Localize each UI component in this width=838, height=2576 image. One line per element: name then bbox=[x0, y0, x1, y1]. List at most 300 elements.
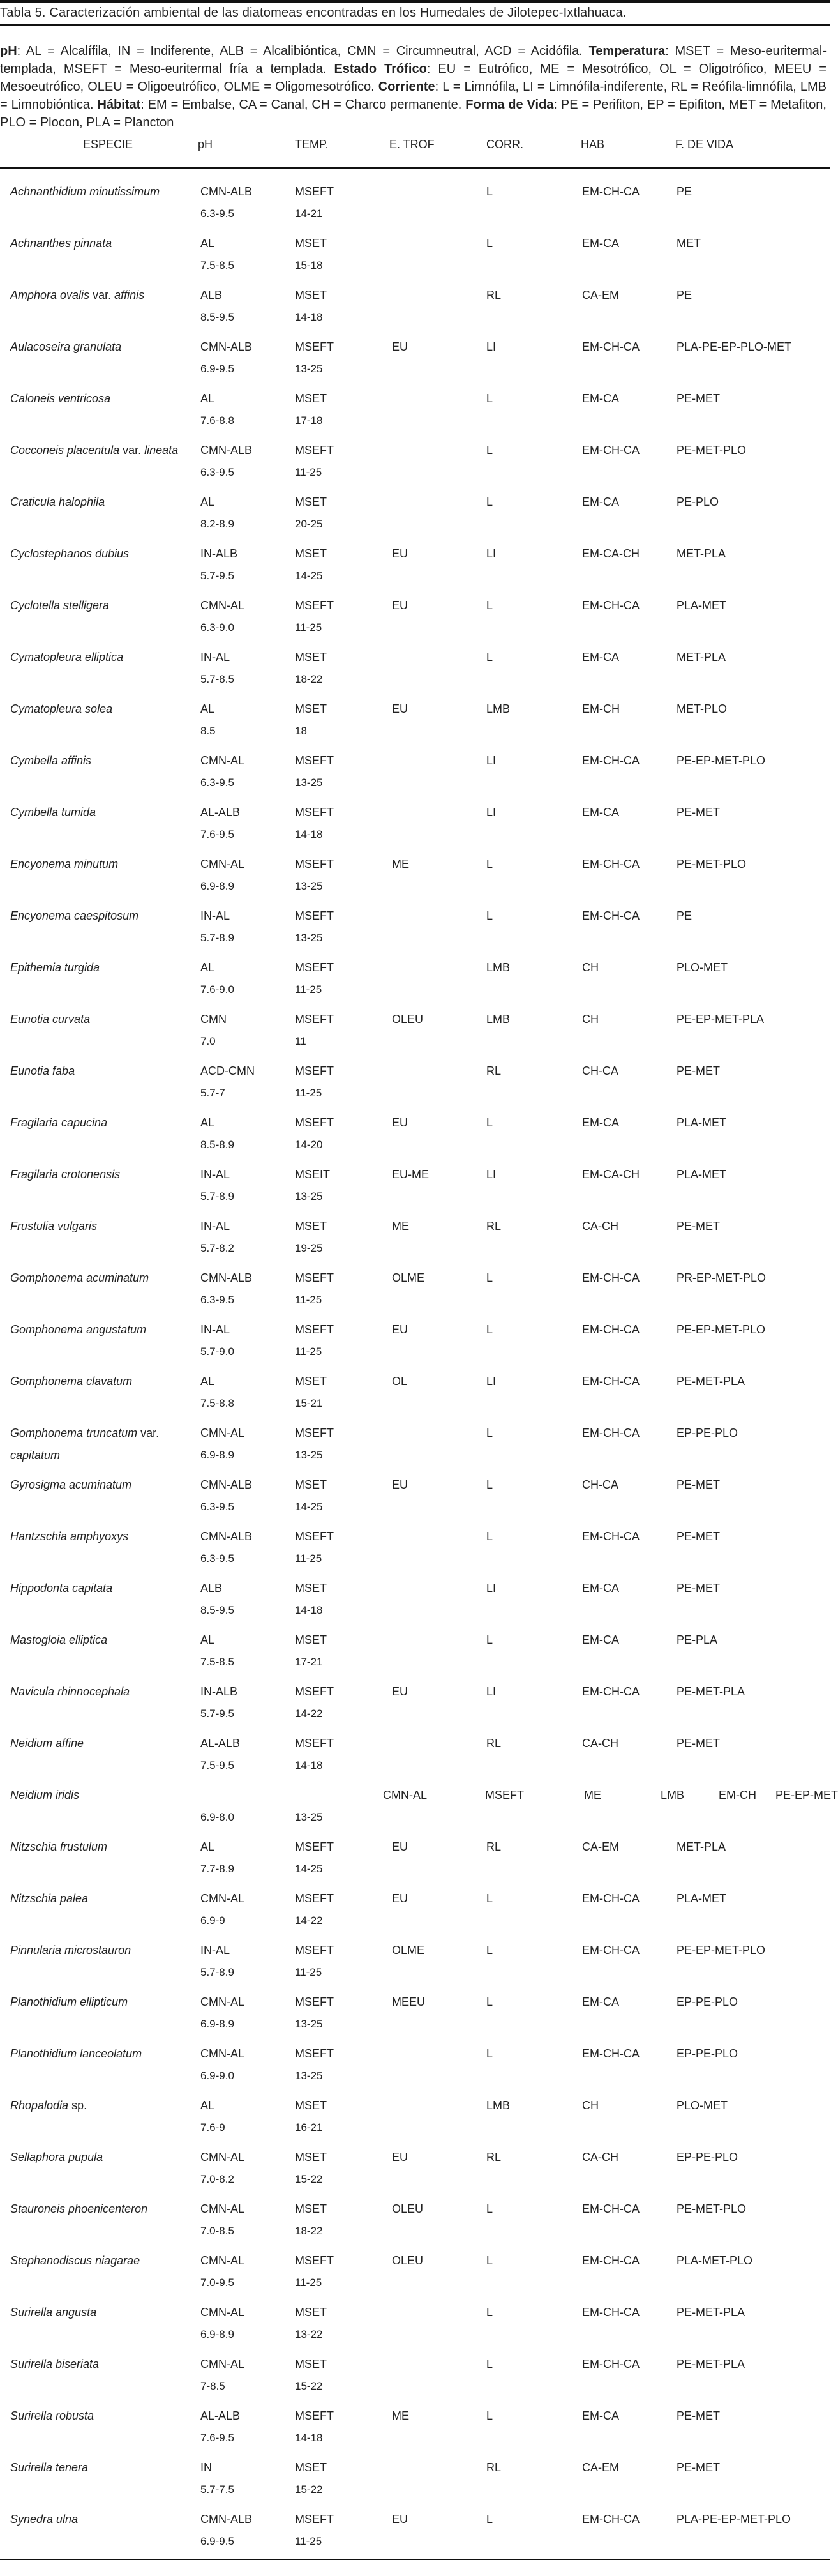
lifeform-value: PE-EP-MET-PLO bbox=[677, 1944, 766, 1957]
lifeform-value: PLA-MET bbox=[677, 1168, 727, 1181]
lifeform-value: PE-PLA bbox=[677, 1633, 718, 1646]
temp-range: 13-25 bbox=[295, 880, 323, 892]
ph-range: 6.3-9.5 bbox=[200, 208, 234, 220]
species-binomial: Achnanthidium minutissimum bbox=[10, 185, 160, 198]
lifeform-value: MET-PLA bbox=[677, 547, 726, 560]
current-value: L bbox=[486, 392, 493, 405]
temp-range: 14-22 bbox=[295, 1914, 323, 1927]
temp-value: MSET bbox=[295, 1478, 327, 1491]
species-name bbox=[10, 1737, 84, 1750]
lifeform-value: PE-MET bbox=[677, 1478, 721, 1491]
habitat-value: EM-CH-CA bbox=[582, 340, 640, 353]
temp-range: 19-25 bbox=[295, 1242, 323, 1254]
habitat-value: EM-CH-CA bbox=[582, 1892, 640, 1905]
species-name bbox=[10, 237, 112, 250]
ph-range: 6.9-9.0 bbox=[200, 2070, 234, 2082]
lifeform-extra: PE-EP-MET bbox=[775, 1789, 838, 1801]
ph-range: 5.7-9.5 bbox=[200, 570, 234, 582]
ph-value: ACD-CMN bbox=[200, 1064, 255, 1077]
temp-range: 13-25 bbox=[295, 1811, 323, 1823]
species-binomial: Encyonema caespitosum bbox=[10, 909, 139, 922]
legend-trof-label: Estado Trófico bbox=[334, 62, 427, 76]
species-name bbox=[10, 858, 118, 871]
ph-value: IN bbox=[200, 2461, 212, 2474]
trophic-value: EU bbox=[392, 2513, 408, 2526]
habitat-value: CH-CA bbox=[582, 1478, 618, 1491]
table-row bbox=[0, 1633, 830, 1685]
trophic-value: ME bbox=[392, 2409, 409, 2422]
lifeform-value: MET bbox=[677, 237, 701, 250]
temp-value: MSEIT bbox=[295, 1168, 331, 1181]
current-value: L bbox=[486, 1892, 493, 1905]
species-name bbox=[10, 2461, 88, 2474]
header-vida: F. DE VIDA bbox=[675, 138, 734, 151]
table-row bbox=[0, 1168, 830, 1219]
temp-value: MSET bbox=[295, 2461, 327, 2474]
habitat-value: EM-CH-CA bbox=[582, 2358, 640, 2370]
habitat-value: EM-CA-CH bbox=[582, 1168, 640, 1181]
ph-range: 6.3-9.5 bbox=[200, 1294, 234, 1306]
bottom-rule bbox=[0, 2559, 830, 2560]
current-value: L bbox=[486, 1633, 493, 1646]
current-value: L bbox=[486, 858, 493, 870]
species-name bbox=[10, 2047, 142, 2061]
species-binomial: Surirella tenera bbox=[10, 2461, 89, 2474]
ph-value: IN-ALB bbox=[200, 547, 238, 560]
trophic-value: EU bbox=[392, 1116, 408, 1129]
habitat-value: EM-CA bbox=[582, 806, 619, 819]
current-value: L bbox=[486, 2202, 493, 2215]
legend-hab-text: : EM = Embalse, CA = Canal, CH = Charco permanente. bbox=[140, 98, 462, 112]
temp-value: MSEFT bbox=[295, 2047, 334, 2060]
table-row bbox=[0, 340, 830, 391]
temp-value: MSET bbox=[295, 2306, 327, 2319]
table-row bbox=[0, 1013, 830, 1064]
current-value: LMB bbox=[486, 961, 511, 974]
lifeform-value: MET-PLO bbox=[677, 702, 728, 715]
table-row bbox=[0, 858, 830, 909]
current-value: L bbox=[486, 185, 493, 198]
legend-corr-text: : L = Limnófila, LI = Limnófila-indiferente, RL = Reófila-limnófila, LMB = Limnobióntica. bbox=[0, 80, 827, 112]
ph-value: CMN-AL bbox=[200, 1892, 245, 1905]
species-name bbox=[10, 1168, 120, 1181]
temp-value: MSET bbox=[295, 2151, 327, 2163]
trophic-value: OLME bbox=[392, 1271, 425, 1284]
current-value: RL bbox=[486, 1840, 502, 1853]
temp-value: MSEFT bbox=[295, 2254, 334, 2267]
ph-range: 6.9-9.5 bbox=[200, 363, 234, 375]
header-corr: CORR. bbox=[486, 138, 523, 151]
species-name bbox=[10, 909, 138, 923]
habitat-value: EM-CA bbox=[582, 496, 619, 508]
species-binomial: Achnanthes pinnata bbox=[10, 237, 112, 250]
habitat-value: EM-CH-CA bbox=[582, 754, 640, 767]
trophic-value: ME bbox=[392, 1220, 409, 1232]
ph-value: AL bbox=[200, 237, 215, 250]
legend-vida-label: Forma de Vida bbox=[465, 98, 554, 112]
habitat-value: EM-CH-CA bbox=[582, 1530, 640, 1543]
table-row bbox=[0, 1996, 830, 2047]
current-value: L bbox=[486, 1944, 493, 1957]
temp-value: MSEFT bbox=[295, 961, 334, 974]
ph-range: 8.5-9.5 bbox=[200, 1604, 234, 1616]
temp-value: MSEFT bbox=[295, 1996, 334, 2008]
species-binomial: Rhopalodia bbox=[10, 2099, 69, 2112]
ph-value: CMN-AL bbox=[200, 2358, 245, 2370]
trophic-value: EU-ME bbox=[392, 1168, 429, 1181]
ph-value: CMN-ALB bbox=[200, 444, 253, 457]
table-row bbox=[0, 1064, 830, 1116]
species-name bbox=[10, 1996, 128, 2009]
temp-range: 13-25 bbox=[295, 932, 323, 944]
legend-ph-label: pH bbox=[0, 44, 17, 58]
species-binomial: Cyclostephanos dubius bbox=[10, 547, 130, 560]
current-value: LI bbox=[486, 1375, 497, 1388]
table-row bbox=[0, 392, 830, 443]
ph-range: 6.9-9 bbox=[200, 1914, 225, 1927]
temp-range: 11-25 bbox=[295, 2535, 322, 2547]
species-binomial: Gyrosigma acuminatum bbox=[10, 1478, 132, 1491]
temp-value: MSEFT bbox=[295, 858, 334, 870]
current-value: L bbox=[486, 2358, 493, 2370]
temp-value: MSET bbox=[295, 2202, 327, 2215]
temp-value: MSET bbox=[295, 392, 327, 405]
table-row bbox=[0, 2461, 830, 2512]
lifeform-value: PE-MET bbox=[677, 392, 721, 405]
legend-corr-label: Corriente bbox=[378, 80, 435, 94]
ph-range: 8.5-9.5 bbox=[200, 311, 234, 323]
legend-trof-text: : EU = Eutrófico, ME = Mesotrófico, OL = Oligotrófico, MEEU = Mesoeutrófico, OLEU = Oligoeutrófico, OLME = Oligomesotrófico. bbox=[0, 62, 827, 94]
habitat-value: EM-CA-CH bbox=[582, 547, 640, 560]
habitat-value: EM-CH-CA bbox=[582, 1427, 640, 1439]
table-row bbox=[0, 496, 830, 547]
temp-value: MSET bbox=[295, 1582, 327, 1595]
lifeform-value: PLA-MET-PLO bbox=[677, 2254, 753, 2267]
temp-value: MSET bbox=[295, 289, 327, 301]
habitat-value: CA-CH bbox=[582, 1220, 618, 1232]
habitat-value: EM-CH-CA bbox=[582, 185, 640, 198]
table-row bbox=[0, 237, 830, 288]
ph-value: CMN-AL bbox=[200, 2047, 245, 2060]
habitat-value: EM-CH-CA bbox=[582, 1944, 640, 1957]
habitat-value: CH bbox=[582, 1013, 599, 1026]
table-row bbox=[0, 1116, 830, 1167]
temp-range: 16-21 bbox=[295, 2121, 323, 2133]
table-row bbox=[0, 1582, 830, 1633]
current-value: L bbox=[486, 1271, 493, 1284]
table-row bbox=[0, 289, 830, 340]
legend-ph-text: : AL = Alcalífila, IN = Indiferente, ALB = Alcalibióntica, CMN = Circumneutral, ACD = Acidófila. bbox=[17, 44, 583, 58]
current-value: RL bbox=[486, 1737, 502, 1750]
table-row bbox=[0, 651, 830, 702]
trophic-value: EU bbox=[392, 340, 408, 353]
ph-value: AL bbox=[200, 496, 215, 508]
current-value: L bbox=[486, 2306, 493, 2319]
habitat-value: EM-CH-CA bbox=[582, 909, 640, 922]
species-name bbox=[10, 2358, 99, 2371]
temp-value: MSEFT bbox=[295, 1064, 334, 1077]
trophic-value: ME bbox=[392, 858, 409, 870]
species-binomial: Surirella biseriata bbox=[10, 2358, 100, 2370]
temp-value: MSET bbox=[295, 1633, 327, 1646]
habitat-value: CA-CH bbox=[582, 1737, 618, 1750]
ph-value: AL bbox=[200, 1633, 215, 1646]
lifeform-value: PLA-MET bbox=[677, 599, 727, 612]
temp-value: MSEFT bbox=[295, 1737, 334, 1750]
current-value: ME bbox=[584, 1789, 601, 1801]
species-name bbox=[10, 1633, 107, 1647]
lifeform-value: MET-PLA bbox=[677, 651, 726, 663]
current-value: LMB bbox=[486, 702, 511, 715]
species-name bbox=[10, 2202, 147, 2216]
ph-value: CMN-AL bbox=[200, 2254, 245, 2267]
species-name bbox=[10, 289, 144, 302]
header-ph: pH bbox=[198, 138, 213, 151]
ph-value: ALB bbox=[200, 1582, 223, 1595]
lifeform-value: PE-MET bbox=[677, 1737, 721, 1750]
species-name bbox=[10, 754, 91, 768]
species-binomial: Epithemia turgida bbox=[10, 961, 100, 974]
temp-range: 20-25 bbox=[295, 518, 323, 530]
temp-value: MSEFT bbox=[295, 599, 334, 612]
ph-range: 6.3-9.0 bbox=[200, 621, 234, 633]
current-value: L bbox=[486, 599, 493, 612]
temp-range: 14-25 bbox=[295, 1501, 323, 1513]
lifeform-value: PLA-MET bbox=[677, 1116, 727, 1129]
habitat-value: EM-CA bbox=[582, 651, 619, 663]
ph-value: IN-AL bbox=[200, 1168, 230, 1181]
species-binomial: Eunotia curvata bbox=[10, 1013, 91, 1026]
current-value: LI bbox=[486, 340, 497, 353]
current-value: RL bbox=[486, 1220, 502, 1232]
habitat-value: EM-CA bbox=[582, 1116, 619, 1129]
temp-range: 14-22 bbox=[295, 1708, 323, 1720]
species-name bbox=[10, 1892, 88, 1905]
ph-range: 8.5 bbox=[200, 725, 216, 737]
current-value: RL bbox=[486, 289, 502, 301]
species-name bbox=[10, 1582, 112, 1595]
ph-value: IN-AL bbox=[200, 1220, 230, 1232]
species-binomial: Gomphonema truncatum bbox=[10, 1427, 138, 1439]
current-value: LI bbox=[486, 1168, 497, 1181]
lifeform-value: EP-PE-PLO bbox=[677, 2047, 738, 2060]
species-binomial: Fragilaria capucina bbox=[10, 1116, 108, 1129]
ph-range: 5.7-7.5 bbox=[200, 2483, 234, 2496]
table-row bbox=[0, 1737, 830, 1788]
table-row bbox=[0, 2513, 830, 2564]
species-name bbox=[10, 2513, 78, 2526]
species-binomial: Planothidium lanceolatum bbox=[10, 2047, 142, 2060]
table-row bbox=[0, 2202, 830, 2254]
habitat-value: CA-CH bbox=[582, 2151, 618, 2163]
trophic-value: EU bbox=[392, 1840, 408, 1853]
species-name bbox=[10, 1375, 132, 1388]
species-binomial: Fragilaria crotonensis bbox=[10, 1168, 121, 1181]
temp-range: 13-22 bbox=[295, 2328, 323, 2340]
habitat-value: EM-CH-CA bbox=[582, 858, 640, 870]
species-binomial: Planothidium ellipticum bbox=[10, 1996, 128, 2008]
species-binomial: Amphora ovalis bbox=[10, 289, 90, 301]
temp-range: 13-25 bbox=[295, 363, 323, 375]
table-row bbox=[0, 2151, 830, 2202]
temp-range: 11 bbox=[295, 1035, 306, 1047]
lifeform-value: PE-MET bbox=[677, 1220, 721, 1232]
species-name bbox=[10, 961, 100, 974]
current-value: L bbox=[486, 444, 493, 457]
species-binomial: Mastogloia elliptica bbox=[10, 1633, 108, 1646]
temp-range: 14-20 bbox=[295, 1139, 323, 1151]
habitat-value: EM-CA bbox=[582, 1996, 619, 2008]
current-value: L bbox=[486, 1427, 493, 1439]
table-row bbox=[0, 2358, 830, 2409]
table-row bbox=[0, 2409, 830, 2460]
legend-vida-text: : PE = Perifiton, EP = Epifiton, MET = Metafiton, PLO = Plocon, PLA = Plancton bbox=[0, 98, 827, 130]
habitat-value: CH bbox=[582, 961, 599, 974]
species-name bbox=[10, 1271, 149, 1285]
species-name bbox=[10, 185, 160, 199]
ph-value: IN-ALB bbox=[200, 1685, 238, 1698]
ph-value: CMN-ALB bbox=[200, 340, 253, 353]
ph-range: 7.5-8.8 bbox=[200, 1397, 234, 1409]
temp-value: MSEFT bbox=[295, 444, 334, 457]
species-name bbox=[10, 1840, 107, 1854]
table-row bbox=[0, 185, 830, 236]
lifeform-value: PE-MET-PLA bbox=[677, 1375, 745, 1388]
legend-temp-label: Temperatura bbox=[588, 44, 666, 58]
header-trof: E. TROF bbox=[389, 138, 435, 151]
ph-range: 5.7-8.5 bbox=[200, 673, 234, 685]
current-value: L bbox=[486, 1323, 493, 1336]
trophic-value: EU bbox=[392, 1685, 408, 1698]
temp-range: 18 bbox=[295, 725, 307, 737]
ph-value: IN-AL bbox=[200, 1944, 230, 1957]
trophic-value: OLEU bbox=[392, 2254, 424, 2267]
ph-range: 6.9-8.0 bbox=[200, 1811, 234, 1823]
temp-range: 17-21 bbox=[295, 1656, 323, 1668]
lifeform-value: PE-EP-MET-PLO bbox=[677, 754, 766, 767]
species-binomial: Synedra ulna bbox=[10, 2513, 79, 2526]
temp-range: 13-25 bbox=[295, 1449, 323, 1461]
legend-temp-text: : MSET = Meso-euritermal-templada, MSEFT = Meso-euritermal fría a templada. bbox=[0, 44, 827, 76]
species-binomial: Cymbella tumida bbox=[10, 806, 96, 819]
species-name bbox=[10, 392, 110, 405]
current-value: L bbox=[486, 496, 493, 508]
legend-hab-label: Hábitat bbox=[97, 98, 141, 112]
temp-range: 11-25 bbox=[295, 1087, 322, 1099]
temp-value: MSEFT bbox=[295, 1271, 334, 1284]
lifeform-value: MET-PLA bbox=[677, 1840, 726, 1853]
temp-value: MSEFT bbox=[295, 909, 334, 922]
temp-value: MSEFT bbox=[295, 340, 334, 353]
trophic-value: OLEU bbox=[392, 2202, 424, 2215]
ph-value: AL bbox=[200, 392, 215, 405]
temp-range: 15-21 bbox=[295, 1397, 323, 1409]
ph-range: 6.3-9.5 bbox=[200, 1552, 234, 1565]
temp-range: 15-22 bbox=[295, 2173, 323, 2185]
habitat-value: EM-CA bbox=[582, 237, 619, 250]
temp-value: MSET bbox=[295, 2099, 327, 2112]
ph-value: CMN-AL bbox=[200, 2306, 245, 2319]
ph-value: CMN-ALB bbox=[200, 2513, 253, 2526]
temp-range: 14-18 bbox=[295, 828, 323, 840]
table-row bbox=[0, 444, 830, 495]
ph-range: 6.3-9.5 bbox=[200, 1501, 234, 1513]
ph-value: CMN-AL bbox=[200, 754, 245, 767]
current-value: L bbox=[486, 2047, 493, 2060]
habitat-value: CH bbox=[582, 2099, 599, 2112]
species-binomial: Cymbella affinis bbox=[10, 754, 92, 767]
lifeform-value: PE-EP-MET-PLA bbox=[677, 1013, 765, 1026]
current-value: LMB bbox=[486, 2099, 511, 2112]
trophic-value: OLEU bbox=[392, 1013, 424, 1026]
species-name bbox=[10, 2099, 87, 2112]
habitat-value: EM-CA bbox=[582, 1582, 619, 1595]
ph-range: 5.7-7 bbox=[200, 1087, 225, 1099]
species-binomial: Frustulia vulgaris bbox=[10, 1220, 98, 1232]
ph-range: 7.0-9.5 bbox=[200, 2277, 234, 2289]
temp-range: 17-18 bbox=[295, 414, 323, 427]
table-row bbox=[0, 2047, 830, 2098]
species-binomial: Hantzschia amphyoxys bbox=[10, 1530, 129, 1543]
species-name bbox=[10, 1789, 79, 1802]
lifeform-value: PLA-PE-EP-PLO-MET bbox=[677, 340, 792, 353]
ph-value: CMN-AL bbox=[200, 1427, 245, 1439]
lifeform-value: PE-MET bbox=[677, 1064, 721, 1077]
ph-range: 7.7-8.9 bbox=[200, 1863, 234, 1875]
species-name bbox=[10, 2151, 103, 2164]
trophic-value: MEEU bbox=[392, 1996, 426, 2008]
habitat-value: LMB bbox=[661, 1789, 685, 1801]
species-name bbox=[10, 702, 112, 716]
species-binomial: Surirella angusta bbox=[10, 2306, 97, 2319]
ph-value: CMN-ALB bbox=[200, 1530, 253, 1543]
temp-value: MSEFT bbox=[295, 1685, 334, 1698]
ph-value: IN-AL bbox=[200, 1323, 230, 1336]
table-row bbox=[0, 1789, 838, 1840]
ph-range: 7.6-9.5 bbox=[200, 2432, 234, 2444]
temp-value: MSEFT bbox=[295, 1323, 334, 1336]
current-value: LI bbox=[486, 806, 497, 819]
lifeform-value: PE-MET-PLO bbox=[677, 444, 747, 457]
ph-value: CMN-AL bbox=[200, 599, 245, 612]
ph-range: 7.5-9.5 bbox=[200, 1759, 234, 1771]
lifeform-value: PE-MET bbox=[677, 2409, 721, 2422]
species-binomial: Nitzschia palea bbox=[10, 1892, 89, 1905]
ph-range: 7.6-8.8 bbox=[200, 414, 234, 427]
header-hab: HAB bbox=[581, 138, 605, 151]
temp-value: MSEFT bbox=[295, 1944, 334, 1957]
lifeform-value: EP-PE-PLO bbox=[677, 2151, 738, 2163]
temp-range: 13-25 bbox=[295, 1190, 323, 1202]
header-temp: TEMP. bbox=[295, 138, 329, 151]
temp-range: 18-22 bbox=[295, 2225, 323, 2237]
temp-value: MSET bbox=[295, 237, 327, 250]
ph-range: 5.7-9.5 bbox=[200, 1708, 234, 1720]
trophic-value: OLME bbox=[392, 1944, 425, 1957]
species-name bbox=[10, 1323, 146, 1337]
species-name bbox=[10, 1220, 97, 1233]
species-binomial: Aulacoseira granulata bbox=[10, 340, 122, 353]
table-row bbox=[0, 1944, 830, 1995]
habitat-value: EM-CH-CA bbox=[582, 2254, 640, 2267]
ph-value: IN-AL bbox=[200, 651, 230, 663]
ph-value: CMN-ALB bbox=[200, 1478, 253, 1491]
ph-value: CMN bbox=[200, 1013, 227, 1026]
temp-value: MSEFT bbox=[295, 1840, 334, 1853]
ph-range: 5.7-9.0 bbox=[200, 1345, 234, 1358]
ph-range: 7-8.5 bbox=[200, 2380, 225, 2392]
habitat-value: EM-CH-CA bbox=[582, 2306, 640, 2319]
